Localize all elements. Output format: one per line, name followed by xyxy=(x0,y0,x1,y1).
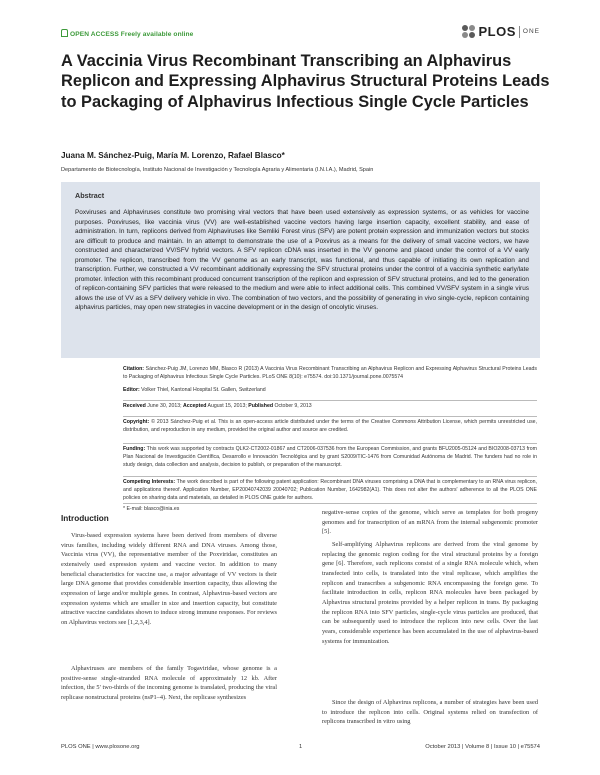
article-title: A Vaccinia Virus Recombinant Transcribing an Alphavirus Replicon and Expressing Alphavirus Structural Proteins Leads to Packaging of Alphavirus Infectious Single Cycle Particles xyxy=(61,52,550,111)
editor-label: Editor: xyxy=(123,387,140,393)
received-date: June 30, 2013; xyxy=(147,403,182,409)
divider xyxy=(123,503,537,504)
received-label: Received xyxy=(123,403,146,409)
abstract-text: Poxviruses and Alphaviruses constitute two promising viral vectors that have been used extensively as expression systems, or as vehicles for vaccine purposes. Poxviruses, like vaccinia virus (VV) are well-established vaccine vectors having large insertion capacity, excellent stability, and ease of administration. In turn, replicons derived from Alphaviruses like Semliki Forest virus (SFV) are potent protein expression and immunization vectors but stocks are difficult to produce and maintain. In an attempt to demonstrate the use of a Poxvirus as a means for the delivery of small vaccine vectors, we have constructed and characterized VV/SFV hybrid vectors. A SFV replicon cDNA was inserted in the VV genome and placed under the control of a VV early promoter. The replicon, transcribed from the VV genome as an early transcript, was functional, and thus capable of initiating its own replication and transcription. Further, we constructed a VV recombinant additionally expressing the SFV structural proteins under the control of a vaccinia synthetic early/late promoter. Infection with this recombinant produced concurrent transcription of the replicon and expression of SFV structural proteins, and led to the generation of replicon-containing SFV particles that were released to the medium and were able to infect additional cells. This combined VV/SFV system in a single virus allows the use of VV as a SFV delivery vehicle in vivo. The combination of two vectors, and the possibility of generating in vivo single-cycle, replicon containing alphavirus particles, may open new strategies in vaccine development or in the design of oncolytic viruses. xyxy=(75,209,529,311)
funding xyxy=(123,446,537,469)
competing-interests xyxy=(123,479,537,502)
open-lock-icon xyxy=(61,29,68,37)
divider xyxy=(123,416,537,417)
open-access-banner xyxy=(61,29,193,38)
copyright-label: Copyright: xyxy=(123,419,150,425)
plos-logo-icon xyxy=(462,25,476,39)
intro-right-paragraph-3: Since the design of Alphavirus replicons, a number of strategies have been used to introduce the replicon into cells. Original systems relied on transfection of replicons transcribed in vitro using xyxy=(322,699,538,726)
footer-journal: PLOS ONE | www.plosone.org xyxy=(61,744,140,750)
intro-left-paragraph-1: Virus-based expression systems have been derived from members of diverse virus families, including widely different RNA and DNA viruses. Among those, Vaccinia virus (VV), the representative member of the Poxviridae, constitutes an extensively used expression system and vaccine vector. In addition to many beneficial characteristics for vaccine use, a major advantage of VV vectors is their large DNA genome that provides considerable insertion capacity, thus allowing the expression of large and/or multiple genes. In contrast, Alphavirus-based vectors are expression systems which are smaller in size and insertion capacity, but constitute attractive vaccine candidates shown to induce strong immune responses. For reviews on Alphavirus vectors see [1,2,3,4]. xyxy=(61,532,277,626)
abstract-box xyxy=(61,182,540,358)
copyright-text: © 2013 Sánchez-Puig et al. This is an open-access article distributed under the terms of the Creative Commons Attribution License, which permits unrestricted use, distribution, and reproduction in any medium, provided the original author and source are credited. xyxy=(123,419,537,433)
published-label: Published xyxy=(248,403,274,409)
journal-logo xyxy=(462,24,541,39)
editor-text: Volker Thiel, Kantonal Hospital St. Gallen, Switzerland xyxy=(141,387,266,393)
intro-right-paragraph-2: Self-amplifying Alphavirus replicons are derived from the viral genome by replacing the genomic region coding for the viral structural proteins by a foreign gene [6]. Therefore, such replicons consist of a single RNA molecule which, when transfected into cells, is translated into the viral replicase, which amplifies the replicon and transcribes a subgenomic RNA encompassing the foreign gene. To facilitate introduction in cells, replicon RNA molecules have been packaged by Alphavirus structural proteins provided by a helper replicon in trans. By packaging the replicon RNA into SFV particles, single-cycle virus particles are produced, that can be subsequently used to introduce the replicon into new cells. Over the last years, considerable experience has been accumulated in the use of alphavirus-based systems for immunization. xyxy=(322,541,538,645)
divider xyxy=(123,476,537,477)
funding-label: Funding: xyxy=(123,446,146,452)
logo-suffix: ONE xyxy=(522,28,540,35)
page-number: 1 xyxy=(299,744,303,750)
dates xyxy=(123,403,537,411)
published-date: October 9, 2013 xyxy=(274,403,312,409)
competing-text: The work described is part of the following patent application: Recombinant DNA viruses comprising a DNA that is complementary to an RNA virus replicon, and applications thereof. Application Number, EP20040742039 20040702; Publication Number, 1642982(A1). This does not alter the authors' adherence to all the PLOS ONE policies on sharing data and materials, as detailed in PLOS ONE guide for authors. xyxy=(123,479,537,501)
editor xyxy=(123,387,537,395)
open-access-text: OPEN ACCESS Freely available online xyxy=(70,31,194,38)
logo-divider xyxy=(519,26,520,38)
affiliation: Departamento de Biotecnología, Instituto Nacional de Investigación y Tecnología Agraria y Alimentaria (I.N.I.A.), Madrid, Spain xyxy=(61,167,374,173)
intro-right-paragraph-1: negative-sense copies of the genome, which serve as templates for both progeny genomes and for transcription of an mRNA from the internal subgenomic promoter [5]. xyxy=(322,509,538,536)
copyright xyxy=(123,419,537,435)
citation xyxy=(123,366,537,382)
divider xyxy=(123,443,537,444)
abstract-heading: Abstract xyxy=(75,191,105,200)
corresponding-email: * E-mail: blasco@inia.es xyxy=(123,506,180,512)
intro-left-paragraph-2: Alphaviruses are members of the family Togaviridae, whose genome is a positive-sense single-stranded RNA molecule of approximately 12 kb. After infection, the 5' two-thirds of the incoming genome is translated, producing the viral replicase nonstructural proteins (nsP1–4). Next, the replicase synthesizes xyxy=(61,665,277,701)
citation-text: Sánchez-Puig JM, Lorenzo MM, Blasco R (2013) A Vaccinia Virus Recombinant Transcribing an Alphavirus Replicon and Expressing Alphavirus Structural Proteins Leads to Packaging of Alphavirus Infectious Single Cycle Particles. PLoS ONE 8(10): e75574. doi:10.1371/journal.pone.0075574 xyxy=(123,366,537,380)
citation-label: Citation: xyxy=(123,366,145,372)
funding-text: This work was supported by contracts QLK2-CT2002-01867 and CT2006-037536 from the European Commission, and grants BFU2005-05124 and BIO2008-03713 from Plan Nacional de Investigación Científica, Desarrollo e Innovación Tecnológica and by grant S2009/TIC-1476 from Comunidad Autónoma de Madrid. The funders had no role in study design, data collection and analysis, decision to publish, or preparation of the manuscript. xyxy=(123,446,537,468)
accepted-date: August 15, 2013; xyxy=(207,403,247,409)
introduction-heading: Introduction xyxy=(61,514,109,523)
author-list: Juana M. Sánchez-Puig, María M. Lorenzo, Rafael Blasco* xyxy=(61,151,285,160)
divider xyxy=(123,400,537,401)
logo-word: PLOS xyxy=(478,24,516,39)
footer-issue: October 2013 | Volume 8 | Issue 10 | e75574 xyxy=(425,744,540,750)
accepted-label: Accepted xyxy=(183,403,207,409)
competing-label: Competing Interests: xyxy=(123,479,176,485)
